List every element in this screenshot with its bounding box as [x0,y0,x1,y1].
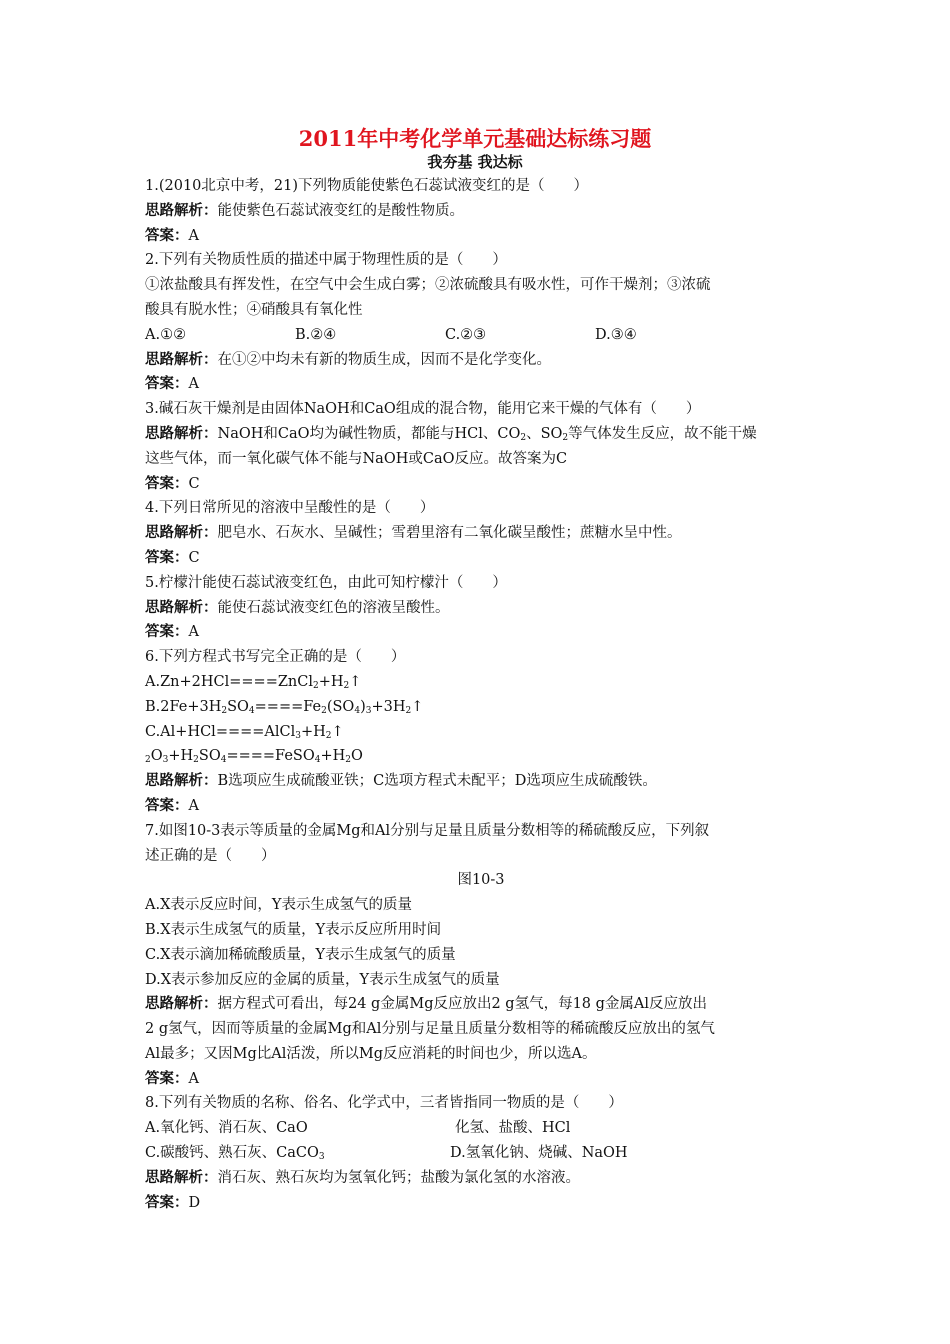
option-b: B.X表示生成氢气的质量，Y表示反应所用时间 [145,921,442,938]
question-4-analysis [145,521,817,546]
analysis-text: 等气体发生反应，故不能干燥 [568,425,757,442]
question-2-stem-line: 酸具有脱水性；④硝酸具有氧化性 [145,301,363,318]
page-title: 2011年中考化学单元基础达标练习题 [298,126,652,151]
question-4-answer [145,546,817,571]
question-6-analysis [145,769,817,794]
analysis-text: 肥皂水、石灰水、呈碱性；雪碧里溶有二氧化碳呈酸性；蔗糖水呈中性。 [217,525,682,542]
question-8-analysis [145,1166,817,1191]
answer-label: 答案： [145,623,189,641]
question-6-stem: 6.下列方程式书写完全正确的是（ ） [145,649,406,666]
answer-value: A [188,227,199,244]
analysis-label: 思路解析： [145,598,218,616]
option-a: A.氧化钙、消石灰、CaO [145,1120,308,1137]
question-2-answer [145,372,817,397]
question-7-stem-line: 述正确的是（ ） [145,847,276,864]
figure-caption: 图10-3 [457,872,505,889]
answer-value: A [188,1070,199,1087]
analysis-label: 思路解析： [145,772,218,790]
question-5-stem: 5.柠檬汁能使石蕊试液变红色，由此可知柠檬汁（ ） [145,574,507,591]
answer-label: 答案： [145,1069,189,1087]
question-5-answer [145,620,817,645]
analysis-label: 思路解析： [145,524,218,542]
analysis-text: 在①②中均未有新的物质生成，因而不是化学变化。 [217,351,551,368]
question-8-options-row [145,1116,817,1141]
answer-label: 答案： [145,474,189,492]
option-d: $_2O_3+H_2SO_4====FeSO_4+H_2O$ [145,748,363,766]
option-c: C.X表示滴加稀硫酸质量，Y表示生成氢气的质量 [145,946,456,963]
option-c: C.②③ [445,326,487,343]
analysis-text: B选项应生成硫酸亚铁；C选项方程式未配平；D选项应生成硫酸铁。 [217,773,657,790]
answer-label: 答案： [145,1193,189,1211]
analysis-label: 思路解析： [145,995,218,1013]
question-7-stem: 7.如图10-3表示等质量的金属Mg和Al分别与足量且质量分数相等的稀硫酸反应，下列叙 [145,822,710,839]
analysis-label: 思路解析： [145,424,218,442]
analysis-text: 、SO [526,425,563,442]
question-3-analysis: 思路解析：NaOH和CaO均为碱性物质，都能与HCl、$CO_2$、$SO_2$等气体发生反应，故不能干燥 [145,424,757,443]
question-7-answer [145,1067,817,1092]
question-2-stem: 2.下列有关物质性质的描述中属于物理性质的是（ ） [145,252,507,269]
option-a: A.X表示反应时间，Y表示生成氢气的质量 [145,897,412,914]
answer-value: D [188,1194,201,1211]
answer-value: C [188,475,200,492]
analysis-label: 思路解析： [145,201,218,219]
question-2-stem-line: ①浓盐酸具有挥发性，在空气中会生成白雾；②浓硫酸具有吸水性，可作干燥剂；③浓硫 [145,277,711,294]
question-7-analysis [145,992,817,1017]
option-d: D.X表示参加反应的金属的质量，Y表示生成氢气的质量 [145,971,500,988]
analysis-text: 能使石蕊试液变红色的溶液呈酸性。 [217,599,450,616]
option-b: $B.2Fe+3H_2SO_4====Fe_2(SO_4)_3+3H_2↑$ [145,698,424,716]
question-4-stem: 4.下列日常所见的溶液中呈酸性的是（ ） [145,500,435,517]
analysis-text: NaOH和CaO均为碱性物质，都能与HCl、CO [217,425,521,442]
option-b: 化氢、盐酸、HCl [455,1120,571,1137]
answer-value: A [188,797,199,814]
answer-label: 答案： [145,796,189,814]
option-c: C.碳酸钙、熟石灰、CaCO$_3$ [145,1145,325,1163]
analysis-text: 消石灰、熟石灰均为氢氧化钙；盐酸为氯化氢的水溶液。 [217,1169,580,1186]
answer-label: 答案： [145,226,189,244]
answer-value: C [188,549,200,566]
question-1-analysis [145,199,817,224]
option-a: $A.Zn+2HCl====ZnCl_2+H_2↑$ [145,673,362,691]
question-8-stem: 8.下列有关物质的名称、俗名、化学式中，三者皆指同一物质的是（ ） [145,1095,623,1112]
question-3-analysis-line: 这些气体，而一氧化碳气体不能与NaOH或CaO反应。故答案为C [145,450,568,467]
question-8-options-row [145,1141,817,1166]
option-c: $C.Al+HCl====AlCl_3+H_2↑$ [145,723,344,741]
question-8-answer [145,1191,817,1216]
analysis-text: 能使紫色石蕊试液变红的是酸性物质。 [217,202,464,219]
answer-value: A [188,376,199,393]
answer-label: 答案： [145,375,189,393]
section-subtitle: 我夯基 我达标 [427,153,523,171]
question-1-stem: 1.(2010北京中考，21)下列物质能使紫色石蕊试液变红的是（ ） [145,178,588,194]
question-6-answer [145,794,817,819]
question-3-answer [145,472,817,497]
question-7-analysis-line: 2 g氢气，因而等质量的金属Mg和Al分别与足量且质量分数相等的稀硫酸反应放出的氢气 [145,1021,715,1038]
question-3-stem: 3.碱石灰干燥剂是由固体NaOH和CaO组成的混合物，能用它来干燥的气体有（ ） [145,401,701,418]
analysis-text: 据方程式可看出，每24 g金属Mg反应放出2 g氢气，每18 g金属Al反应放出 [217,996,708,1013]
option-b: B.②④ [295,326,337,343]
analysis-label: 思路解析： [145,1168,218,1186]
analysis-label: 思路解析： [145,350,218,368]
option-a: A.①② [145,326,187,343]
question-2-options [145,323,817,348]
option-d: D.③④ [595,326,637,343]
question-list [145,174,817,1215]
answer-label: 答案： [145,548,189,566]
question-7-analysis-line: Al最多；又因Mg比Al活泼，所以Mg反应消耗的时间也少，所以选A。 [145,1045,597,1062]
question-2-analysis [145,348,817,373]
question-1-answer [145,224,817,249]
option-d: D.氢氧化钠、烧碱、NaOH [450,1145,628,1162]
answer-value: A [188,624,199,641]
question-5-analysis [145,596,817,621]
